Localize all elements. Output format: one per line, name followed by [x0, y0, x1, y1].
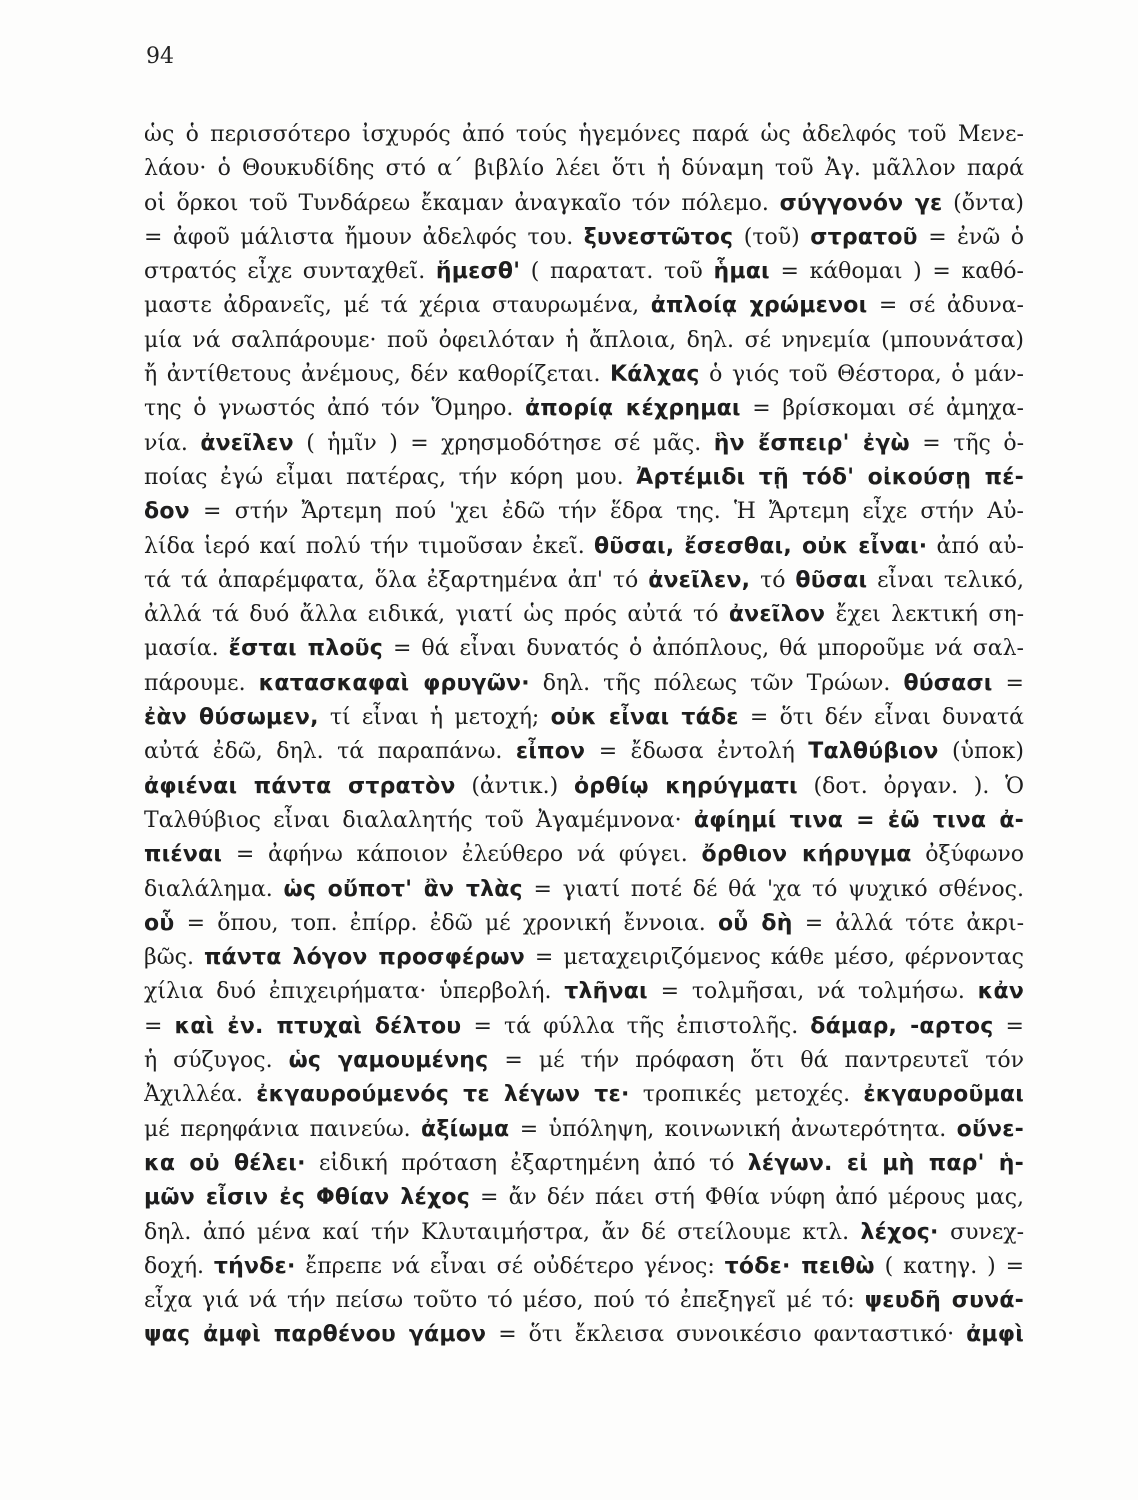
gloss-text: (ὑποκ) [938, 739, 1024, 765]
lemma-term: ψας ἀμφὶ παρθένου γάμον [144, 1322, 487, 1348]
lemma-term: κατασκαφαὶ φρυγῶν· [258, 670, 530, 696]
lemma-term: ἧμαι [713, 259, 770, 285]
text-line [144, 1113, 1024, 1147]
lemma-term: ἔσται πλοῦς [228, 636, 383, 662]
gloss-text: εἶχα γιά νά τήν πείσω τοῦτο τό μέσο, πού τό ἐπεξηγεῖ μέ τό: [144, 1288, 865, 1314]
gloss-text: Ταλθύβιος εἶναι διαλαλητής τοῦ Ἀγαμέμνονα· [144, 807, 694, 833]
lemma-term: Κάλχας [610, 362, 700, 388]
text-line [144, 735, 1024, 769]
gloss-text: ὀξύφωνο [911, 842, 1024, 868]
text-line [144, 1181, 1024, 1215]
gloss-text: = ἀλλά τότε ἀκρι- [792, 910, 1024, 936]
gloss-text: μαστε ἀδρανεῖς, μέ τά χέρια σταυρωμένα, [144, 293, 651, 319]
gloss-text: δηλ. ἀπό μένα καί τήν Κλυταιμήστρα, ἄν δέ στείλουμε κτλ. [144, 1219, 861, 1245]
text-line [144, 838, 1024, 872]
gloss-text: = ἔδωσα ἐντολή [585, 739, 809, 765]
lemma-term: τήνδε· [213, 1253, 296, 1279]
text-line [144, 1318, 1024, 1352]
lemma-term: ἣν ἔσπειρ' ἐγὼ [713, 430, 910, 456]
text-line [144, 221, 1024, 255]
lemma-term: ἀνεῖλον [728, 602, 826, 628]
lemma-term: θύσασι [903, 670, 993, 696]
text-line [144, 1250, 1024, 1284]
lemma-term: πάντα λόγον προσφέρων [203, 945, 525, 971]
lemma-term: ἀπλοίᾳ χρώμενοι [650, 293, 868, 319]
gloss-text: = ἄν δέν πάει στή Φθία νύφη ἀπό μέρους μας, [469, 1185, 1024, 1211]
lemma-term: εἶπον [515, 739, 586, 765]
lemma-term: ὄρθιον κήρυγμα [701, 842, 912, 868]
lemma-term: Ἀρτέμιδι τῇ τόδ' οἰκούσῃ πέ- [636, 464, 1024, 490]
gloss-text: τό [750, 567, 796, 593]
gloss-text: λίδα ἱερό καί πολύ τήν τιμοῦσαν ἐκεῖ. [144, 533, 594, 559]
gloss-text: ὡς ὁ περισσότερο ἰσχυρός ἀπό τούς ἡγεμόνες παρά ὡς ἀδελφός τοῦ Μενε- [144, 122, 1024, 147]
gloss-text: τά τά ἀπαρέμφατα, ὅλα ἐξαρτημένα ἀπ' τό [144, 567, 649, 593]
lemma-term: ξυνεστῶτος [583, 224, 734, 250]
gloss-text: = τά φύλλα τῆς ἐπιστολῆς. [461, 1013, 811, 1039]
gloss-text: δοχή. [144, 1253, 214, 1279]
gloss-text: βῶς. [144, 945, 204, 971]
gloss-text: = ἐνῶ ὁ [917, 224, 1024, 250]
lemma-term: ἐκγαυρούμενός τε λέγων τε· [256, 1082, 630, 1108]
lemma-term: θῦσαι [795, 567, 868, 593]
lemma-term: ἀφιέναι πάντα στρατὸν [144, 773, 456, 799]
lemma-term: οὐκ εἶναι τάδε [550, 705, 739, 731]
text-line [144, 358, 1024, 392]
lemma-term: ὡς γαμουμένης [288, 1048, 489, 1074]
lemma-term: οὗ δὴ [717, 910, 793, 936]
lemma-term: λέχος· [860, 1219, 939, 1245]
gloss-text: = θά εἶναι δυνατός ὁ ἀπόπλους, θά μποροῦμε νά σαλ- [382, 636, 1024, 662]
text-line [144, 598, 1024, 632]
gloss-text: ποίας ἐγώ εἶμαι πατέρας, τήν κόρη μου. [144, 464, 637, 490]
gloss-text: ἡ σύζυγος. [144, 1048, 289, 1074]
text-line [144, 255, 1024, 289]
gloss-text: εἶναι τελικό, [867, 567, 1024, 593]
gloss-text: ἀπό αὐ- [927, 533, 1024, 559]
gloss-text: = ἀφοῦ μάλιστα ἤμουν ἀδελφός του. [144, 224, 584, 250]
gloss-text: = [992, 670, 1024, 696]
lemma-term: θῦσαι, ἔσεσθαι, οὐκ εἶναι· [593, 533, 928, 559]
lemma-term: μῶν εἶσιν ἐς Φθίαν λέχος [144, 1185, 470, 1211]
gloss-text: αὐτά ἐδῶ, δηλ. τά παραπάνω. [144, 739, 516, 765]
gloss-text: ἔχει λεκτική ση- [825, 602, 1024, 628]
gloss-text: ὁ γιός τοῦ Θέστορα, ὁ μάν- [699, 362, 1024, 388]
gloss-text: πάρουμε. [144, 670, 259, 696]
gloss-text: μέ περηφάνια παινεύω. [144, 1116, 422, 1142]
gloss-text: τροπικές μετοχές. [629, 1082, 864, 1108]
lemma-term: ἀνεῖλεν, [648, 567, 751, 593]
lemma-term: ἀπορίᾳ κέχρημαι [524, 396, 741, 422]
gloss-text: (τοῦ) [733, 224, 811, 250]
lemma-term: οὕνε- [956, 1116, 1024, 1142]
lemma-term: λέγων. εἰ μὴ παρ' ἡ- [747, 1150, 1024, 1176]
lemma-term: ὡς οὔποτ' ἂν τλὰς [283, 876, 523, 902]
text-line [144, 1216, 1024, 1250]
text-line [144, 118, 1024, 152]
text-line [144, 770, 1024, 804]
text-line [144, 941, 1024, 975]
text-line [144, 701, 1024, 735]
lemma-term: ἀμφὶ [966, 1322, 1024, 1348]
lemma-term: πιέναι [144, 842, 223, 868]
gloss-text: (ὄντα) [942, 190, 1024, 216]
text-line [144, 564, 1024, 598]
text-line [144, 1284, 1024, 1318]
gloss-text: = στήν Ἄρτεμη πού 'χει ἐδῶ τήν ἕδρα της. Ἡ Ἄρτεμη εἶχε στήν Αὐ- [189, 499, 1024, 525]
gloss-text: ἤ ἀντίθετους ἀνέμους, δέν καθορίζεται. [144, 362, 611, 388]
gloss-text: ( κατηγ. ) = [874, 1253, 1024, 1279]
gloss-text: στρατός εἶχε συνταχθεῖ. [144, 259, 436, 285]
lemma-term: στρατοῦ [810, 224, 918, 250]
lemma-term: τόδε· πειθὼ [724, 1253, 875, 1279]
gloss-text: συνεχ- [938, 1219, 1024, 1245]
commentary-text [144, 118, 1024, 1353]
gloss-text: = ὅτι δέν εἶναι δυνατά [738, 705, 1024, 731]
lemma-term: ἥμεσθ' [435, 259, 521, 285]
page-number: 94 [146, 44, 174, 69]
text-line [144, 187, 1024, 221]
gloss-text: νία. [144, 430, 201, 456]
gloss-text: μασία. [144, 636, 229, 662]
lemma-term: ὀρθίῳ κηρύγματι [573, 773, 798, 799]
gloss-text: (ἀντικ.) [455, 773, 574, 799]
gloss-text: ἀλλά τά δυό ἄλλα ειδικά, γιατί ὡς πρός αὐτά τό [144, 602, 729, 628]
gloss-text: = ὅπου, τοπ. ἐπίρρ. ἐδῶ μέ χρονική ἔννοια. [174, 910, 718, 936]
text-line [144, 873, 1024, 907]
gloss-text: = βρίσκομαι σέ ἀμηχα- [740, 396, 1024, 422]
lemma-term: ψευδῆ συνά- [864, 1288, 1024, 1314]
gloss-text: (δοτ. ὀργαν. ). Ὁ [797, 773, 1024, 799]
text-line [144, 1044, 1024, 1078]
gloss-text: = γιατί ποτέ δέ θά 'χα τό ψυχικό σθένος. [522, 876, 1024, 902]
text-line [144, 324, 1024, 358]
text-line [144, 530, 1024, 564]
gloss-text: = ἀφήνω κάποιον ἐλεύθερο νά φύγει. [222, 842, 702, 868]
text-line [144, 152, 1024, 186]
lemma-term: κα οὐ θέλει· [144, 1150, 306, 1176]
text-line [144, 427, 1024, 461]
gloss-text: ( παρατατ. τοῦ [520, 259, 714, 285]
text-line [144, 495, 1024, 529]
gloss-text: οἱ ὅρκοι τοῦ Τυνδάρεω ἔκαμαν ἀναγκαῖο τόν πόλεμο. [144, 190, 780, 216]
text-line [144, 632, 1024, 666]
lemma-term: καὶ ἐν. πτυχαὶ δέλτου [174, 1013, 462, 1039]
lemma-term: ἐκγαυροῦμαι [863, 1082, 1024, 1108]
lemma-term: ἀξίωμα [421, 1116, 510, 1142]
gloss-text: = ὅτι ἔκλεισα συνοικέσιο φανταστικό· [486, 1322, 967, 1348]
gloss-text: δηλ. τῆς πόλεως τῶν Τρώων. [529, 670, 904, 696]
lemma-term: σύγγονόν γε [779, 190, 943, 216]
lemma-term: Ταλθύβιον [808, 739, 939, 765]
gloss-text: = μεταχειριζόμενος κάθε μέσο, φέρνοντας [524, 945, 1024, 971]
text-line [144, 1078, 1024, 1112]
text-line [144, 907, 1024, 941]
gloss-text: = κάθομαι ) = καθό- [769, 259, 1024, 285]
text-line [144, 804, 1024, 838]
gloss-text: ( ἡμῖν ) = χρησμοδότησε σέ μᾶς. [293, 430, 714, 456]
text-line [144, 975, 1024, 1009]
lemma-term: οὗ [144, 910, 175, 936]
lemma-term: ἐὰν θύσωμεν, [144, 705, 319, 731]
text-line [144, 461, 1024, 495]
text-line [144, 1147, 1024, 1181]
lemma-term: δάμαρ, -αρτος [810, 1013, 994, 1039]
lemma-term: ἀνεῖλεν [200, 430, 294, 456]
text-line [144, 667, 1024, 701]
gloss-text: τί εἶναι ἡ μετοχή; [318, 705, 551, 731]
text-line [144, 289, 1024, 323]
gloss-text: μία νά σαλπάρουμε· ποῦ ὀφειλόταν ἡ ἄπλοια, δηλ. σέ νηνεμία (μπουνάτσα) [144, 327, 1024, 353]
gloss-text: = μέ τήν πρόφαση ὅτι θά παντρευτεῖ τόν [488, 1048, 1024, 1074]
gloss-text: Ἀχιλλέα. [144, 1082, 257, 1108]
text-line [144, 1010, 1024, 1044]
gloss-text: = [993, 1013, 1024, 1039]
gloss-text: λάου· ὁ Θουκυδίδης στό α΄ βιβλίο λέει ὅτι ἡ δύναμη τοῦ Ἀγ. μᾶλλον παρά [144, 156, 1024, 182]
gloss-text: = ὑπόληψη, κοινωνική ἀνωτερότητα. [509, 1116, 957, 1142]
gloss-text: = σέ ἀδυνα- [867, 293, 1024, 319]
lemma-term: ἀφίημί τινα = ἐῶ τινα ἀ- [693, 807, 1024, 833]
gloss-text: ἔπρεπε νά εἶναι σέ οὐδέτερο γένος: [295, 1253, 725, 1279]
gloss-text: εἰδική πρόταση ἐξαρτημένη ἀπό τό [305, 1150, 748, 1176]
lemma-term: κἀν [977, 979, 1024, 1005]
gloss-text: χίλια δυό ἐπιχειρήματα· ὑπερβολή. [144, 979, 565, 1005]
lemma-term: τλῆναι [564, 979, 648, 1005]
gloss-text: = τολμῆσαι, νά τολμήσω. [647, 979, 978, 1005]
gloss-text: = τῆς ὁ- [909, 430, 1024, 456]
gloss-text: διαλάλημα. [144, 876, 284, 902]
text-line [144, 392, 1024, 426]
gloss-text: = [144, 1013, 175, 1039]
lemma-term: δον [144, 499, 190, 525]
gloss-text: της ὁ γνωστός ἀπό τόν Ὅμηρο. [144, 396, 525, 422]
